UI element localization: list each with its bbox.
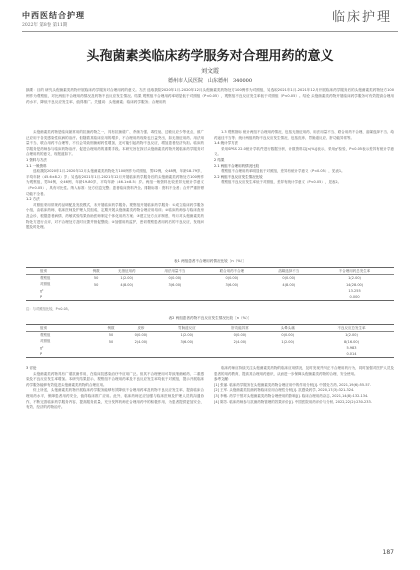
body-paragraph: 选取我院2020年1月-2020年12月头孢菌素类药物处方100例作为对照组，男52例，女48例，年龄18-79岁，平均年龄（45.6±8.2）岁；另选取2021年1月-2021年12月开展临床药学服务后的头孢菌素类药物处方100例作为观察组，男54例，女46例，年龄19-80岁，平均年龄（46.1±8.5）岁。两组一般资料比较差异无统计学意义（P>0.05），具有可比性。纳入标准：处方信息完整；患者临床资料齐全。排除标准：资料不全者；合并严重肝肾功能不全者。 [26,169,204,196]
table-header-cell: 联合用药不合理 [201,268,262,275]
table-cell: 0(0.00) [282,276,296,281]
subsection-heading: 2.2 两组不良反应发生情况比较 [214,174,263,179]
table-cell [213,351,266,358]
subsection-heading: 1.4 统计学方法 [214,141,239,146]
table-cell: 5.983 [346,346,357,351]
table-cell: 13.255 [348,289,361,294]
table2-caption: 表2 两组患者药物不良反应发生情况比较［n（%）］ [168,316,252,320]
journal-header [22,10,85,28]
table-row [26,275,394,282]
body-paragraph: 采用SPSS 22.0统计学软件进行数据分析，计数资料以[n(%)]表示，采用χ²检验，P<0.05表示差异有统计学意义。 [214,146,394,157]
table-row [26,294,394,301]
table-cell: 0(0.00) [134,333,148,338]
body-paragraph: 观察组不良反应发生率低于对照组，差异有统计学意义（P<0.05），见表2。 [221,180,342,185]
table-header-row [26,268,394,275]
left-column-bottom [26,366,204,411]
table-cell: 8(16.00) [344,339,359,344]
table-cell: 2(4.00) [134,339,148,344]
page-number: 187 [382,549,394,556]
table-cell: 14(28.00) [345,282,364,287]
table-cell: 观察组 [40,275,51,280]
table-header-cell: 组别 [26,268,87,275]
table-header-cell: 溶媒选择不当 [263,268,316,275]
journal-issue: 2022年 第8卷 第11期 [22,23,68,28]
table-cell: χ² [40,346,44,351]
section-heading: 1 资料与方法 [26,157,47,162]
table-cell: 50 [93,276,99,281]
subsection-heading: 1.2 方法 [26,197,40,202]
table-cell: 对照组 [40,282,51,287]
table-cell: 4(8.00) [120,282,134,287]
table-cell: 1(2.00) [348,276,361,281]
table1 [26,267,394,301]
table-note: 注：与对照组比较，P<0.05。 [26,307,72,311]
body-paragraph: 1.3 观察指标 统计两组不合理用药情况，包括无指征用药、用法用量不当、联合用药不合理、溶媒选择不当、给药途径不当等；统计两组药物不良反应发生情况，包括皮疹、胃肠道反应、肝功能异常等。 [214,130,394,140]
reference-item: [1] 张丽. 临床药学服务在头孢菌素类药物合理应用中的作用分析[J]. 中国处方药, 2021,19(6):55-57. [214,382,371,387]
table-cell: P [26,294,87,301]
reference-item: [2] 王军. 头孢菌素类抗菌药物临床应用合理性分析[J]. 抗感染药学, 2020,17(3):321-324. [214,388,355,393]
table-cell [160,351,213,358]
reference-item: [3] 李敏. 药学干预对头孢菌素类药物合理使用的影响[J]. 临床合理用药杂志, 2021,14(8):132-134. [214,393,369,398]
table-header-cell: 不合理用药总发生率 [315,268,394,275]
table-header-cell: 头晕头痛 [267,325,309,332]
abstract: 摘要：目的 研究头孢菌素类药物开展临床药学服务对合理用药的意义。方法 选取我院2020年1月-2020年12月头孢菌素类药物处方100例作为对照组，另选取2021年1月-2021年12月开展临床药学服务后的头孢菌素类药物处方100例作为观察组，对比两组不合理用药情况及药物不良反应发生情况。结果 观察组不合理用药率明显低于对照组（P<0.05），观察组不良反应发生率低于对照组（P<0.05）。结论 头孢菌素类药物开展临床药学服务可有效提高合理用药水平，降低不良反应发生率，值得推广。关键词：头孢菌素；临床药学服务；合理用药 [26,88,394,104]
table-cell: 0.014 [309,351,394,358]
table-cell: 观察组 [40,332,51,337]
header-rule [22,31,398,32]
body-paragraph: 对照组采用常规药品调配及发放模式，未开展临床药学服务。观察组开展临床药学服务：①成立临床药学服务小组，由临床药师、临床医师及护理人员组成，定期开展头孢菌素类药物合理应用培训；②临床药师参与临床查房及会诊，根据患者病情、药敏试验结果协助医师制定个体化用药方案；③建立处方点评制度，每月对头孢菌素类药物处方进行点评，对不合理处方及时反馈并督促整改；④加强用药监护，密切观察患者用药后的不良反应，发现问题及时处理。 [26,202,204,230]
subsection-heading: 2.1 两组不合理用药情况比较 [214,163,260,168]
table-cell: 3(6.00) [180,339,194,344]
table-cell: 0(0.00) [281,333,295,338]
table-cell [122,351,161,358]
table-header-cell: 胃肠道反应 [160,325,213,332]
table-header-cell: 组别 [26,325,100,332]
table-cell: 0(0.00) [233,333,247,338]
table-row [26,332,394,339]
article-affiliation: 德州市人民医院 山东德州 340000 [167,78,253,84]
table-header-cell: 不良反应总发生率 [309,325,394,332]
table-cell [105,294,149,301]
right-column [214,130,394,186]
section-heading: 3 讨论 [26,366,37,370]
table2 [26,324,394,358]
table-cell [100,351,121,358]
left-column [26,130,204,231]
references-title: 参考文献： [214,377,232,382]
table-header-cell: 例数 [100,325,121,332]
right-column-bottom [214,366,394,405]
section-label: 临床护理 [331,10,392,25]
table-cell: 50 [93,282,99,287]
table-cell: 50 [108,333,114,338]
table-cell: 0(0.00) [168,276,182,281]
table-cell: 3(6.00) [225,282,239,287]
table-cell: 50 [108,339,114,344]
table-cell [263,294,316,301]
table-cell: 对照组 [40,339,51,344]
section-heading: 2 结果 [214,157,225,162]
table-cell: 0.000 [315,294,394,301]
table-cell [267,351,309,358]
table-cell: 1(2.00) [281,339,295,344]
subsection-heading: 1.1 一般资料 [26,163,47,168]
body-paragraph: 头孢菌素类药物具有广谱抗菌作用，在临床抗感染治疗中应用广泛。但其不合理使用可导致细菌耐药、二重感染及不良反应发生率增加。本研究结果显示，观察组不合理用药率及不良反应发生率均低于对照组，提示开展临床药学服务能够有效促进头孢菌素类药物的合理应用。 [26,371,204,387]
table-cell [149,294,202,301]
table-header-cell: 肝功能异常 [213,325,266,332]
table-cell: 1(2.00) [180,333,194,338]
intro-paragraph: 头孢菌素类药物是临床最常用的抗菌药物之一，具有抗菌谱广、杀菌力强、毒性低、过敏反应少等优点，被广泛应用于各类感染性疾病的治疗。但随着其临床应用的增多，不合理用药现象也日益突出，如无指征用药、用法用量不当、联合用药不合理等，不仅会导致细菌耐药性增加，还可能引起药物不良反应，增加患者经济负担。临床药学服务是药师参与临床药物治疗、促进合理用药的重要手段。本研究旨在探讨头孢菌素类药物开展临床药学服务对合理用药的意义，现报道如下。 [26,130,204,157]
article-title: 头孢菌素类临床药学服务对合理用药的意义 [86,49,334,64]
article-author: 刘文霞 [200,68,219,75]
table-header-cell: 例数 [87,268,105,275]
table-cell: 1(2.00) [345,333,358,338]
table-header-cell: 用法用量不当 [149,268,202,275]
body-paragraph: 临床药师应持续关注头孢菌素类药物的临床应用情况，及时发现并纠正不合理用药行为，同时加强对医护人员及患者的用药教育，提高其合理用药意识，从而进一步保障头孢菌素类药物的合理、安全使用。 [214,366,394,376]
table-cell: 1(2.00) [120,276,134,281]
table-cell [201,294,262,301]
journal-title: 中西医结合护理 [22,10,85,20]
table-row [26,351,394,358]
table-cell: χ² [40,289,44,294]
body-paragraph: 观察组不合理用药率明显低于对照组，差异有统计学意义（P<0.05），见表1。 [221,169,345,174]
table-cell: 3(6.00) [168,282,182,287]
table1-caption: 表1 两组患者不合理用药情况比较［n（%）］ [173,259,246,263]
table-header-cell: 无指征用药 [105,268,149,275]
table-cell [87,294,105,301]
table-header-cell: 皮疹 [122,325,161,332]
table-header-row [26,325,394,332]
table-cell: 0(0.00) [225,276,239,281]
table-cell: P [26,351,100,358]
body-paragraph: 综上所述，头孢菌素类药物开展临床药学服务能够有效降低不合理用药率及药物不良反应发生率，提高临床合理用药水平，保障患者用药安全，值得临床推广应用。此外，临床药师还应加强与临床医师及护理人员的沟通协作，不断完善临床药学服务内容，提高服务质量，充分发挥药师在合理用药中的积极作用，为患者提供更加安全、有效、经济的药物治疗。 [26,388,204,410]
reference-item: [4] 陈芳. 临床药师参与抗菌药物管理的效果评价[J]. 中国医院用药评价与分析, 2022,22(2):230-233. [214,399,372,404]
table-cell: 4(8.00) [282,282,296,287]
table-cell: 2(4.00) [233,339,247,344]
